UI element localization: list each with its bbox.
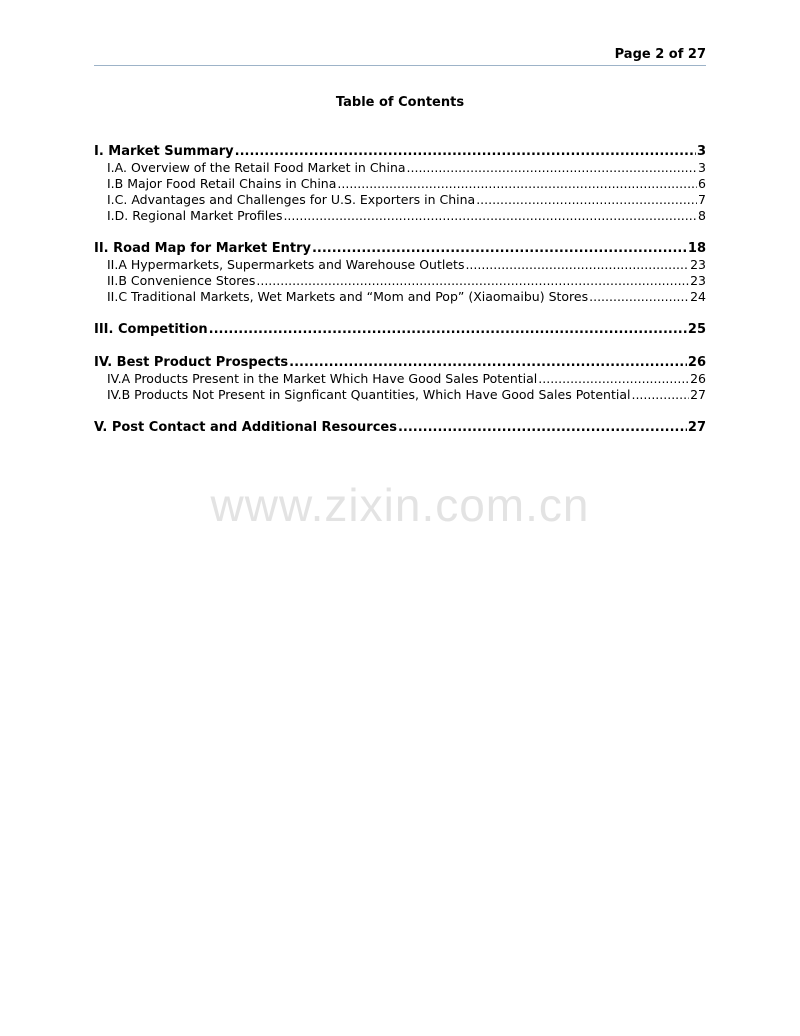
toc-section bbox=[94, 419, 706, 436]
toc-subentry-page: 8 bbox=[698, 208, 706, 223]
toc-subentry[interactable] bbox=[94, 371, 706, 387]
toc-entry-label: II. Road Map for Market Entry bbox=[94, 241, 311, 256]
toc-subentry-page: 26 bbox=[690, 371, 706, 386]
toc-entry-road-map[interactable] bbox=[94, 240, 706, 257]
header-divider bbox=[94, 65, 706, 66]
toc-section bbox=[94, 354, 706, 403]
dot-leader bbox=[465, 257, 689, 273]
toc-subentry-page: 7 bbox=[698, 192, 706, 207]
toc-subentry-label: IV.B Products Not Present in Signficant Quantities, Which Have Good Sales Potential bbox=[107, 387, 631, 402]
toc-subentry[interactable] bbox=[94, 208, 706, 224]
toc-entry-page: 26 bbox=[687, 355, 706, 370]
toc-subentry-page: 27 bbox=[690, 387, 706, 402]
dot-leader bbox=[589, 289, 689, 305]
toc-subentry[interactable] bbox=[94, 257, 706, 273]
dot-leader bbox=[538, 371, 689, 387]
toc-entry-label: III. Competition bbox=[94, 322, 208, 337]
toc-section bbox=[94, 240, 706, 305]
toc-entry-page: 25 bbox=[687, 322, 706, 337]
toc-entry-label: I. Market Summary bbox=[94, 144, 234, 159]
toc-subentry[interactable] bbox=[94, 289, 706, 305]
toc-entry-page: 3 bbox=[696, 144, 706, 159]
toc-subentry-label: II.A Hypermarkets, Supermarkets and Warehouse Outlets bbox=[107, 257, 465, 272]
toc-entry-page: 18 bbox=[687, 241, 706, 256]
toc-entry-competition[interactable] bbox=[94, 321, 706, 338]
toc-subentry-label: I.D. Regional Market Profiles bbox=[107, 208, 283, 223]
dot-leader bbox=[631, 387, 689, 403]
toc-subentry-label: I.C. Advantages and Challenges for U.S. Exporters in China bbox=[107, 192, 476, 207]
toc-subentry-page: 3 bbox=[698, 160, 706, 175]
toc-title: Table of Contents bbox=[335, 95, 465, 110]
toc-entry-post-contact[interactable] bbox=[94, 419, 706, 436]
toc-subentry[interactable] bbox=[94, 160, 706, 176]
toc-section bbox=[94, 321, 706, 338]
dot-leader bbox=[235, 143, 696, 160]
page-number: Page 2 of 27 bbox=[614, 47, 706, 62]
table-of-contents bbox=[94, 143, 706, 452]
dot-leader bbox=[407, 160, 698, 176]
toc-subentry-label: II.C Traditional Markets, Wet Markets and “Mom and Pop” (Xiaomaibu) Stores bbox=[107, 289, 589, 304]
toc-subentry-page: 6 bbox=[698, 176, 706, 191]
toc-subentry-page: 24 bbox=[690, 289, 706, 304]
dot-leader bbox=[283, 208, 697, 224]
toc-subentry[interactable] bbox=[94, 387, 706, 403]
toc-subentry[interactable] bbox=[94, 192, 706, 208]
dot-leader bbox=[476, 192, 697, 208]
toc-subentry-label: I.A. Overview of the Retail Food Market in China bbox=[107, 160, 406, 175]
toc-subentry[interactable] bbox=[94, 273, 706, 289]
toc-subentry-label: IV.A Products Present in the Market Which Have Good Sales Potential bbox=[107, 371, 538, 386]
toc-entry-best-product-prospects[interactable] bbox=[94, 354, 706, 371]
dot-leader bbox=[312, 240, 687, 257]
watermark-text: www.zixin.com.cn bbox=[210, 479, 590, 531]
toc-subentry-page: 23 bbox=[690, 257, 706, 272]
dot-leader bbox=[289, 354, 687, 371]
toc-subentry[interactable] bbox=[94, 176, 706, 192]
toc-entry-page: 27 bbox=[687, 420, 706, 435]
toc-entry-label: IV. Best Product Prospects bbox=[94, 355, 289, 370]
toc-entry-label: V. Post Contact and Additional Resources bbox=[94, 420, 397, 435]
dot-leader bbox=[398, 419, 687, 436]
dot-leader bbox=[256, 273, 689, 289]
dot-leader bbox=[209, 321, 687, 338]
toc-section bbox=[94, 143, 706, 224]
toc-entry-market-summary[interactable] bbox=[94, 143, 706, 160]
toc-subentry-page: 23 bbox=[690, 273, 706, 288]
toc-subentry-label: I.B Major Food Retail Chains in China bbox=[107, 176, 337, 191]
dot-leader bbox=[337, 176, 697, 192]
toc-subentry-label: II.B Convenience Stores bbox=[107, 273, 256, 288]
